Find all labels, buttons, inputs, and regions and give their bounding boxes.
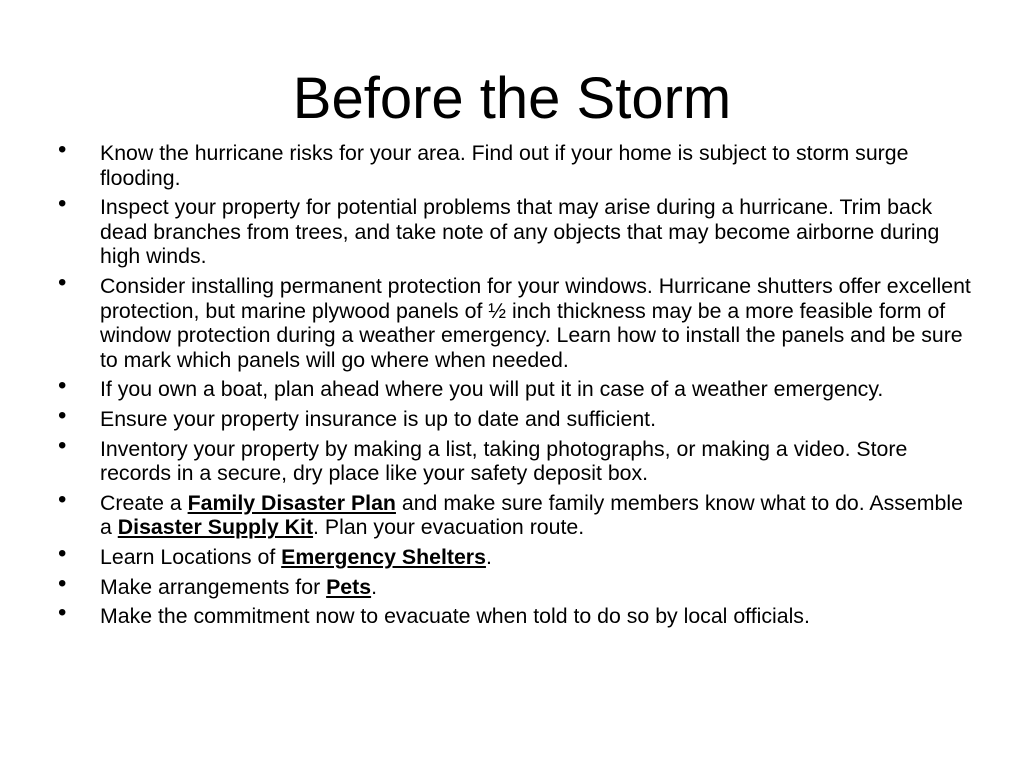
emergency-shelters-link[interactable]: Emergency Shelters <box>281 544 486 569</box>
bullet-item-insurance <box>58 401 980 432</box>
bullet-text: Make the commitment now to evacuate when told to do so by local officials. <box>100 604 810 629</box>
bullet-item-pets <box>58 569 980 600</box>
pets-link[interactable]: Pets <box>326 574 372 599</box>
slide-title: Before the Storm <box>292 66 732 131</box>
bullet-dot-icon: • <box>58 539 67 567</box>
bullet-text: Consider installing permanent protection for your windows. Hurricane shutters offer excellent protection, but marine plywood panels of ½ inch thickness may be a more feasible form of window protection during a weather emergency. Learn how to install the panels and be sure to mark which panels will go where when needed. <box>100 273 971 372</box>
bullet-text: Inspect your property for potential problems that may arise during a hurricane. Trim back dead branches from trees, and take note of any objects that may become airborne during high winds. <box>100 195 940 269</box>
bullet-text: . <box>371 574 378 599</box>
bullet-item-shelters <box>58 539 980 570</box>
bullet-dot-icon: • <box>58 431 67 459</box>
bullet-dot-icon: • <box>58 372 67 400</box>
bullet-text: Make arrangements for <box>100 574 327 599</box>
bullet-item-boat <box>58 372 980 402</box>
bullet-text: If you own a boat, plan ahead where you will put it in case of a weather emergency. <box>100 377 884 402</box>
bullet-text: . <box>485 544 492 569</box>
bullet-text: and make sure family members know what to do. Assemble a <box>100 490 963 540</box>
bullet-item-evacuate <box>58 599 980 629</box>
bullet-text: Inventory your property by making a list, taking photographs, or making a video. Store records in a secure, dry place like your safety deposit box. <box>100 436 908 486</box>
bullet-item-risks <box>58 136 980 190</box>
bullet-text: . Plan your evacuation route. <box>313 515 585 540</box>
bullet-text: Learn Locations of <box>100 544 282 569</box>
bullet-dot-icon: • <box>58 599 67 627</box>
bullet-dot-icon: • <box>58 401 67 429</box>
bullet-text: Ensure your property insurance is up to date and sufficient. <box>100 406 657 431</box>
bullet-dot-icon: • <box>58 268 67 296</box>
bullet-dot-icon: • <box>58 136 67 163</box>
bullet-dot-icon: • <box>58 485 67 513</box>
bullet-dot-icon: • <box>58 190 67 218</box>
bullet-item-inspect <box>58 190 980 269</box>
bullet-dot-icon: • <box>58 569 67 597</box>
family-disaster-plan-link[interactable]: Family Disaster Plan <box>187 490 396 515</box>
bullet-item-windows <box>58 268 980 372</box>
bullet-text: Create a <box>100 490 188 515</box>
bullet-text: Know the hurricane risks for your area. Find out if your home is subject to storm surge flooding. <box>100 141 909 190</box>
bullet-list <box>58 136 980 634</box>
bullet-item-family-plan <box>58 485 980 540</box>
disaster-supply-kit-link[interactable]: Disaster Supply Kit <box>117 515 314 540</box>
bullet-item-inventory <box>58 431 980 486</box>
